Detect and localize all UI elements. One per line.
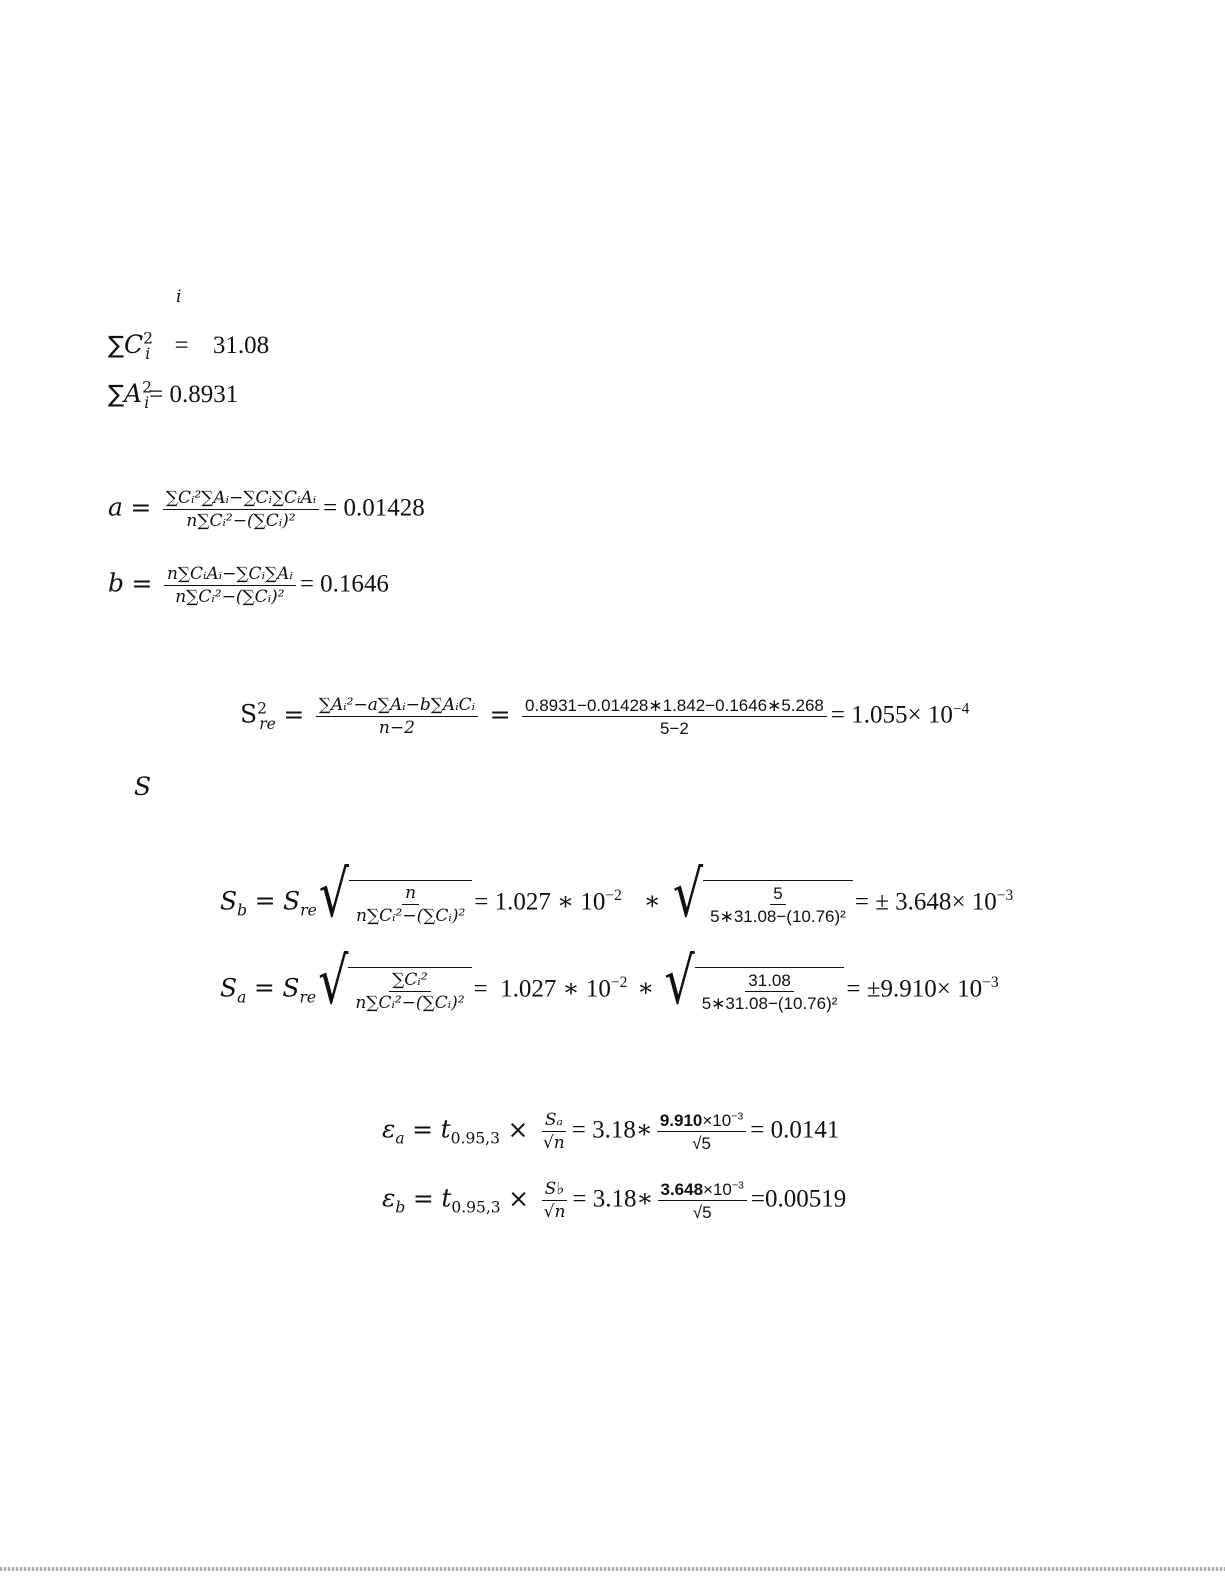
lhs-a: a: [108, 492, 123, 522]
bold-value: 9.910: [659, 1111, 703, 1130]
equation-epsilon-b: $\varepsilon_b = t_{0.95,3}$ × $\frac{S♭}{√n}$ = 3.18∗ $\frac{3.648\times 10^{-3}}{√5}$ =0.00519: [382, 1179, 847, 1222]
sum-a-squared: [108, 378, 239, 412]
fraction-numerator: S♭: [542, 1181, 568, 1201]
square-root: √ $\frac{31.08}{\text{5∗31.08−(10.76)²}}$: [664, 967, 844, 1015]
fraction-numerator: 31.08: [745, 972, 794, 992]
subscript: a: [395, 1129, 405, 1148]
power-base: ×10: [702, 1111, 732, 1130]
times-sign: ∗: [643, 888, 661, 916]
times-sign: ×: [508, 1183, 530, 1213]
fraction-denominator: n−2: [378, 718, 415, 738]
superscript: 2: [257, 699, 268, 718]
equation-sb: $S_b = S_{re}$ √ $\frac{n}{\text{n∑Cᵢ²−(∑Cᵢ)²}}$ = 1.027 ∗ $10^{-2}$ ∗ √ $\frac{5}{\text{5∗31.08−(10.76)²}}$ = ± $3.648\times 10^{-3}$: [220, 857, 1014, 933]
fraction-sa-over-root-n: [540, 1112, 568, 1152]
intermediate-value: = 1.027 ∗ 10: [474, 888, 606, 916]
fraction-b: [164, 566, 296, 606]
sum-c-squared-value: 31.08: [212, 332, 270, 359]
stray-s-mark: S: [134, 772, 152, 801]
fraction-numerator: n∑CᵢAᵢ−∑Cᵢ∑Aᵢ: [164, 566, 296, 586]
fraction-numerator: ∑Aᵢ²−a∑Aᵢ−b∑AᵢCᵢ: [316, 697, 478, 717]
fraction-sb-values: [707, 885, 849, 925]
result-epsilon-a: = 0.0141: [750, 1116, 840, 1144]
fraction-denominator: 5∗31.08−(10.76)²: [701, 994, 838, 1014]
intermediate-value: = 1.027 ∗ 10: [473, 975, 611, 1003]
fraction-sre-symbolic: [316, 697, 478, 737]
fraction-denominator: n∑Cᵢ²−(∑Cᵢ)²: [186, 511, 296, 531]
subscript: a: [237, 988, 247, 1007]
fraction-numerator: [658, 1181, 747, 1201]
var-s: S: [283, 886, 301, 916]
fraction-denominator: √n: [542, 1133, 565, 1153]
fraction-denominator: n∑Cᵢ²−(∑Cᵢ)²: [356, 906, 466, 927]
fraction-denominator: √n: [543, 1202, 566, 1222]
subscript: 0.95,3: [450, 1129, 500, 1148]
lhs-b: b: [108, 568, 125, 598]
square-root: √ $\frac{\text{∑Cᵢ²}}{\text{n∑Cᵢ²−(∑Cᵢ)²}}$: [318, 967, 472, 1015]
exponent: −2: [610, 974, 628, 992]
fraction-sb-symbolic: [353, 885, 468, 925]
lhs-epsilon: ε: [382, 1183, 396, 1213]
subscript: i: [145, 345, 151, 363]
fraction-a: [163, 490, 319, 530]
fraction-sa-values: [699, 972, 841, 1012]
var-t: t: [440, 1114, 451, 1144]
fraction-numerator: Sₐ: [542, 1112, 566, 1132]
sum-c-squared: [108, 329, 270, 363]
lhs-epsilon: ε: [382, 1114, 396, 1144]
subscript: re: [259, 714, 276, 733]
subscript: 0.95,3: [451, 1198, 501, 1217]
fraction-numerator: ∑Cᵢ²: [389, 972, 430, 992]
result-sa: = ±9.910× 10: [846, 975, 983, 1003]
intermediate-value: = 3.18∗: [572, 1185, 654, 1213]
sigma-symbol: ∑: [108, 380, 125, 408]
equation-sre-squared: $S^2_{re}$ = $\frac{\text{∑Aᵢ²−a∑Aᵢ−b∑AᵢCᵢ}}{n-2}$ = $\frac{0.8931-0.01428∗1.842-0.1646∗5.268}{5-2}$ = $1.055\times 10^{-4}$: [240, 695, 970, 738]
exponent: −3: [996, 887, 1014, 905]
fraction-denominator: √5: [692, 1134, 711, 1153]
result-sb: = ± 3.648× 10: [854, 888, 997, 916]
subscript: b: [237, 901, 248, 920]
var-t: t: [441, 1183, 452, 1213]
exponent: −2: [605, 887, 622, 905]
equation-sa: $S_a = S_{re}$ √ $\frac{\text{∑Cᵢ²}}{\text{n∑Cᵢ²−(∑Cᵢ)²}}$ = 1.027 ∗ $10^{-2}$ ∗ √ $\frac{31.08}{\text{5∗31.08−(10.76)²}}$ = $\pm 9.910\times 10^{-3}$: [220, 944, 999, 1020]
lhs-s: S: [240, 699, 258, 729]
subscript: re: [299, 988, 317, 1007]
sigma-symbol: ∑: [108, 331, 125, 359]
square-root: √ $\frac{5}{\text{5∗31.08−(10.76)²}}$: [673, 880, 853, 928]
fraction-numerator: [657, 1112, 746, 1132]
fraction-denominator: 5∗31.08−(10.76)²: [710, 907, 846, 927]
equation-a: a = $\frac{\text{∑Cᵢ²∑Aᵢ−∑Cᵢ∑CᵢAᵢ}}{\text{n∑Cᵢ²−(∑Cᵢ)²}}$ = 0.01428: [108, 488, 425, 531]
equals-sign: =: [174, 332, 189, 359]
fraction-epsilon-a-values: [657, 1112, 746, 1152]
fraction-sb-over-root-n: [541, 1181, 569, 1221]
superscript: 2: [142, 378, 152, 397]
fraction-denominator: n∑Cᵢ²−(∑Cᵢ)²: [175, 587, 285, 607]
subscript: i: [144, 394, 150, 412]
exponent: −4: [952, 700, 970, 718]
fraction-numerator: 5: [770, 885, 785, 905]
bold-value: 3.648: [660, 1180, 704, 1199]
sum-a-squared-value: 0.8931: [169, 381, 239, 408]
fraction-numerator: ∑Cᵢ²∑Aᵢ−∑Cᵢ∑CᵢAᵢ: [163, 490, 319, 510]
fraction-sa-symbolic: [352, 972, 467, 1012]
fraction-numerator: n: [402, 885, 419, 905]
times-sign: ×: [507, 1114, 529, 1144]
page-bottom-rule: [0, 1567, 1225, 1571]
var-a: A: [124, 379, 143, 408]
times-sign: ∗: [637, 975, 655, 1003]
exponent: −3: [731, 1179, 744, 1192]
equation-b: b = $\frac{\text{n∑CᵢAᵢ−∑Cᵢ∑Aᵢ}}{\text{n∑Cᵢ²−(∑Cᵢ)²}}$ = 0.1646: [108, 564, 389, 607]
result-epsilon-b: =0.00519: [750, 1185, 847, 1213]
var-c: C: [124, 330, 144, 359]
exponent: −3: [982, 974, 999, 992]
var-s: S: [282, 973, 300, 1003]
result-sre: = 1.055× 10: [830, 701, 953, 729]
result-b: = 0.1646: [299, 570, 389, 598]
power-base: ×10: [703, 1180, 732, 1199]
lhs-s: S: [220, 886, 238, 916]
subscript: re: [300, 901, 317, 920]
fraction-numerator: 0.8931−0.01428∗1.842−0.1646∗5.268: [522, 697, 827, 717]
stray-index-mark: i: [176, 287, 182, 307]
intermediate-value: = 3.18∗: [571, 1116, 653, 1144]
fraction-epsilon-b-values: [658, 1181, 747, 1221]
superscript: 2: [143, 329, 154, 348]
fraction-denominator: n∑Cᵢ²−(∑Cᵢ)²: [355, 993, 465, 1014]
fraction-denominator: 5−2: [660, 719, 689, 738]
square-root: √ $\frac{n}{\text{n∑Cᵢ²−(∑Cᵢ)²}}$: [319, 880, 473, 928]
subscript: b: [395, 1198, 406, 1217]
lhs-s: S: [220, 973, 238, 1003]
exponent: −3: [731, 1110, 744, 1123]
fraction-sre-values: [522, 697, 827, 737]
fraction-denominator: √5: [692, 1203, 712, 1222]
equals-sign: =: [149, 381, 164, 408]
equation-epsilon-a: $\varepsilon_a = t_{0.95,3}$ × $\frac{\text{Sₐ}}{√n}$ = 3.18∗ $\frac{9.910\times 10^{-3}}{√5}$ = 0.0141: [382, 1110, 840, 1153]
result-a: = 0.01428: [323, 494, 425, 522]
